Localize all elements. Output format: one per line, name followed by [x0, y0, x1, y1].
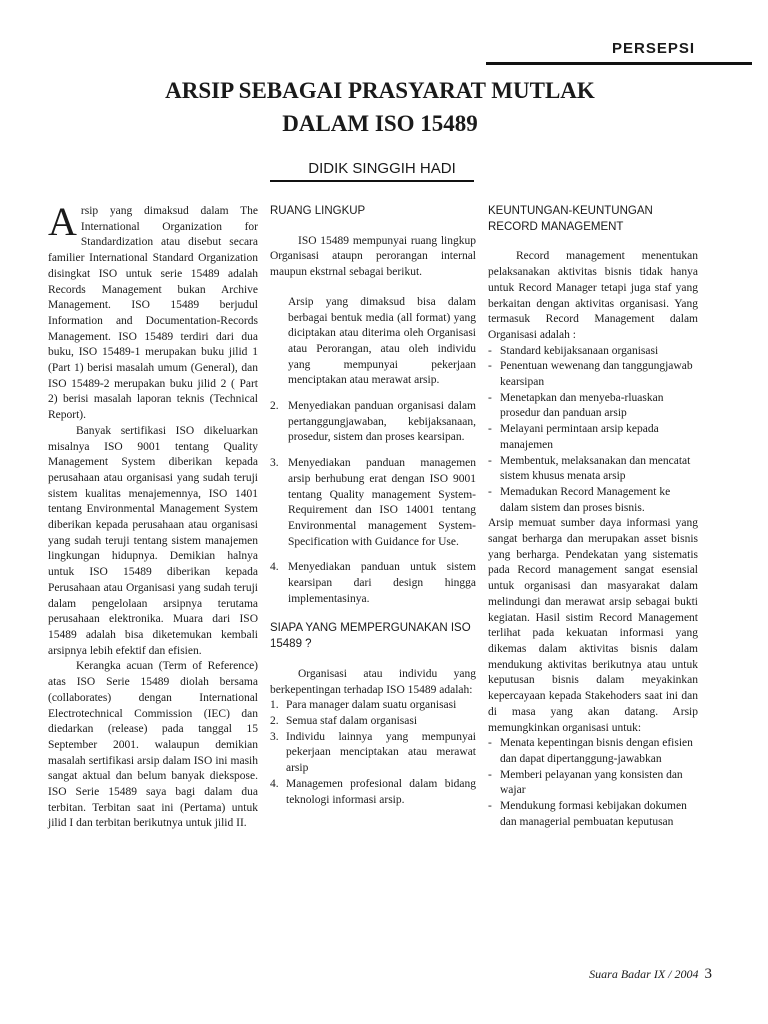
list-item	[270, 399, 476, 446]
list-number: 2.	[270, 400, 279, 413]
column-1	[48, 199, 258, 832]
list-item-text: Individu lainnya yang mempunyai pekerjaan menciptakan atau merawat arsip	[286, 730, 476, 775]
author: DIDIK SINGGIH HADI	[308, 160, 456, 177]
list-item: - Melayani permintaan arsip kepada manajemen	[488, 422, 698, 453]
list-item: - Standard kebijaksanaan organisasi	[488, 344, 698, 360]
list-item-text: Arsip yang dimaksud bisa dalam berbagai bentuk media (all format) yang diciptakan atau diterima oleh Organisasi atau Perorangan, atau oleh individu yang mempunyai pekerjaan menciptakan atau merawat arsip.	[288, 295, 476, 387]
list-item-text: Menyediakan panduan organisasi dalam pertanggungjawaban, kebijaksanaan, prosedur, sistem dan proses kearsipan.	[288, 400, 476, 444]
list-number: 2.	[270, 714, 279, 727]
list-item: - Membentuk, melaksanakan dan mencatat sistem khusus menata arsip	[488, 454, 698, 485]
section-label: PERSEPSI	[612, 40, 696, 57]
list-item	[270, 730, 476, 777]
list-item: - Menetapkan dan menyeba-rluaskan prosedur dan panduan arsip	[488, 391, 698, 422]
drop-cap: A	[48, 199, 77, 244]
list-item: - Menata kepentingan bisnis dengan efisien dan dapat dipertanggung-jawabkan	[488, 736, 698, 767]
list-item-text: Menyediakan panduan untuk sistem kearsipan dari design hingga implementasinya.	[288, 561, 476, 605]
section-heading: SIAPA YANG MEMPERGUNAKAN ISO 15489 ?	[270, 622, 471, 651]
section-rule	[486, 62, 752, 65]
paragraph: Banyak sertifikasi ISO dikeluarkan misalnya ISO 9001 tentang Quality Management System diberikan kepada perusahaan atau organisasi yang sudah teruji sistem kualitas menajemennya, ISO 1401 tentang Environmental Management System diberikan kepada perusahaan atau organisasi yang sudah teruji tentang sistem manajemen lingkungan hidupnya. Demikian halnya untuk ISO 15489 diberikan kepada Perusahaan atau Organisasi yang sudah teruji dalam pengelolaan arsipnya terutama perusahaan elektronika. Muara dari ISO 15489 adalah bisa diketemukan kembali arsipnya lebih efektif dan efisien.	[48, 424, 258, 657]
paragraph: ISO 15489 mempunyai ruang lingkup Organisasi ataupn perorangan internal maupun ekstrnal sebagai berikut.	[270, 234, 476, 279]
bullet-list	[488, 344, 698, 517]
users-list	[270, 698, 476, 808]
bullet-list	[488, 736, 698, 830]
author-rule	[270, 180, 474, 182]
list-item: - Penentuan wewenang dan tanggungjawab kearsipan	[488, 359, 698, 390]
list-item: - Memadukan Record Management ke dalam sistem dan proses bisnis.	[488, 485, 698, 516]
list-item	[270, 295, 476, 389]
list-item	[270, 456, 476, 550]
paragraph: Kerangka acuan (Term of Reference) atas ISO Serie 15489 diolah bersama (collaborates) dengan International Electrotechnical Commission (IEC) dan diedarkan (release) pada tanggal 15 September 2001. walaupun demikian masalah sertifikasi arsip dalam ISO ini masih sangat aktual dan belum banyak diekspose. ISO Serie 15489 saya bagi dalam dua terbitan. Terbitan saat ini (Pertama) untuk jilid I dan terbitan berikutnya untuk jilid II.	[48, 660, 258, 830]
title-line-2: DALAM ISO 15489	[282, 111, 478, 137]
list-item	[270, 560, 476, 607]
list-number: 3.	[270, 730, 279, 743]
paragraph: Record management menentukan pelaksanakan aktivitas bisnis tidak hanya untuk Record Manager tetapi juga staf yang berkaitan dengan aktivitas organisasi. Yang termasuk Record Management dalam Organisasi adalah :	[488, 250, 698, 341]
column-2	[270, 204, 476, 808]
list-item	[270, 777, 476, 808]
article-title	[60, 74, 700, 141]
page-footer	[589, 966, 712, 983]
list-item: - Mendukung formasi kebijakan dokumen dan managerial pembuatan keputusan	[488, 799, 698, 830]
list-number: 3.	[270, 457, 279, 470]
publication-name: Suara Badar IX / 2004	[589, 967, 699, 981]
list-item	[270, 714, 476, 730]
paragraph	[48, 199, 258, 424]
list-item-text: Managemen profesional dalam bidang teknologi informasi arsip.	[286, 777, 476, 806]
paragraph: Organisasi atau individu yang berkepentingan terhadap ISO 15489 adalah:	[270, 667, 476, 696]
list-item: - Memberi pelayanan yang konsisten dan wajar	[488, 768, 698, 799]
column-3	[488, 204, 698, 830]
list-item-text: Menyediakan panduan managemen arsip berhubung erat dengan ISO 9001 tentang Quality management System-Requirement dan ISO 14001 tentang Environmental management System-Specification with Guidance for Use.	[288, 457, 476, 548]
list-item	[270, 698, 476, 714]
list-number: 1.	[270, 699, 279, 712]
section-heading: KEUNTUNGAN-KEUNTUNGAN RECORD MANAGEMENT	[488, 205, 653, 233]
paragraph-text: rsip yang dimaksud dalam The International Organization for Standardization atau disebut secara familier International Standard Organization disingkat ISO untuk serie 15489 adalah Records Management bukan Archive Management. ISO 15489 berjudul Information and Documentation-Records Management. ISO 15489 terdiri dari dua buku, ISO 15489-1 merupakan buku jilid 1 (Part 1) berisi masalah umum (General), dan ISO 15489-2 merupakan buku jilid 2 ( Part 2) berisi masalah laporan teknis (Technical Report).	[48, 205, 258, 422]
title-line-1: ARSIP SEBAGAI PRASYARAT MUTLAK	[165, 78, 595, 103]
list-number: 4.	[270, 561, 279, 574]
section-heading: RUANG LINGKUP	[270, 205, 366, 217]
list-item-text: Para manager dalam suatu organisasi	[286, 699, 457, 712]
list-number: 4.	[270, 777, 279, 790]
scope-list	[270, 295, 476, 608]
paragraph: Arsip memuat sumber daya informasi yang sangat berharga dan merupakan asset bisnis yang berharga. Pendekatan yang sistematis pada Record management sangat esensial untuk organisasi dan masyarakat dalam melindungi dan merawat arsip sebagai bukti kegiatan. Hasil sistim Record Management terlihat pada kekuatan informasi yang dikemas dalam aktivitas bisnis dalam mendukung aktivitas berikutnya atau untuk keputusan bisnis dalam meyakinkan kepercayaan kepada Stakehoders saat ini dan di masa yang akan datang. Arsip memungkinkan organisasi untuk:	[488, 517, 698, 734]
list-item-text: Semua staf dalam organisasi	[286, 714, 418, 727]
page-number: 3	[704, 966, 712, 982]
